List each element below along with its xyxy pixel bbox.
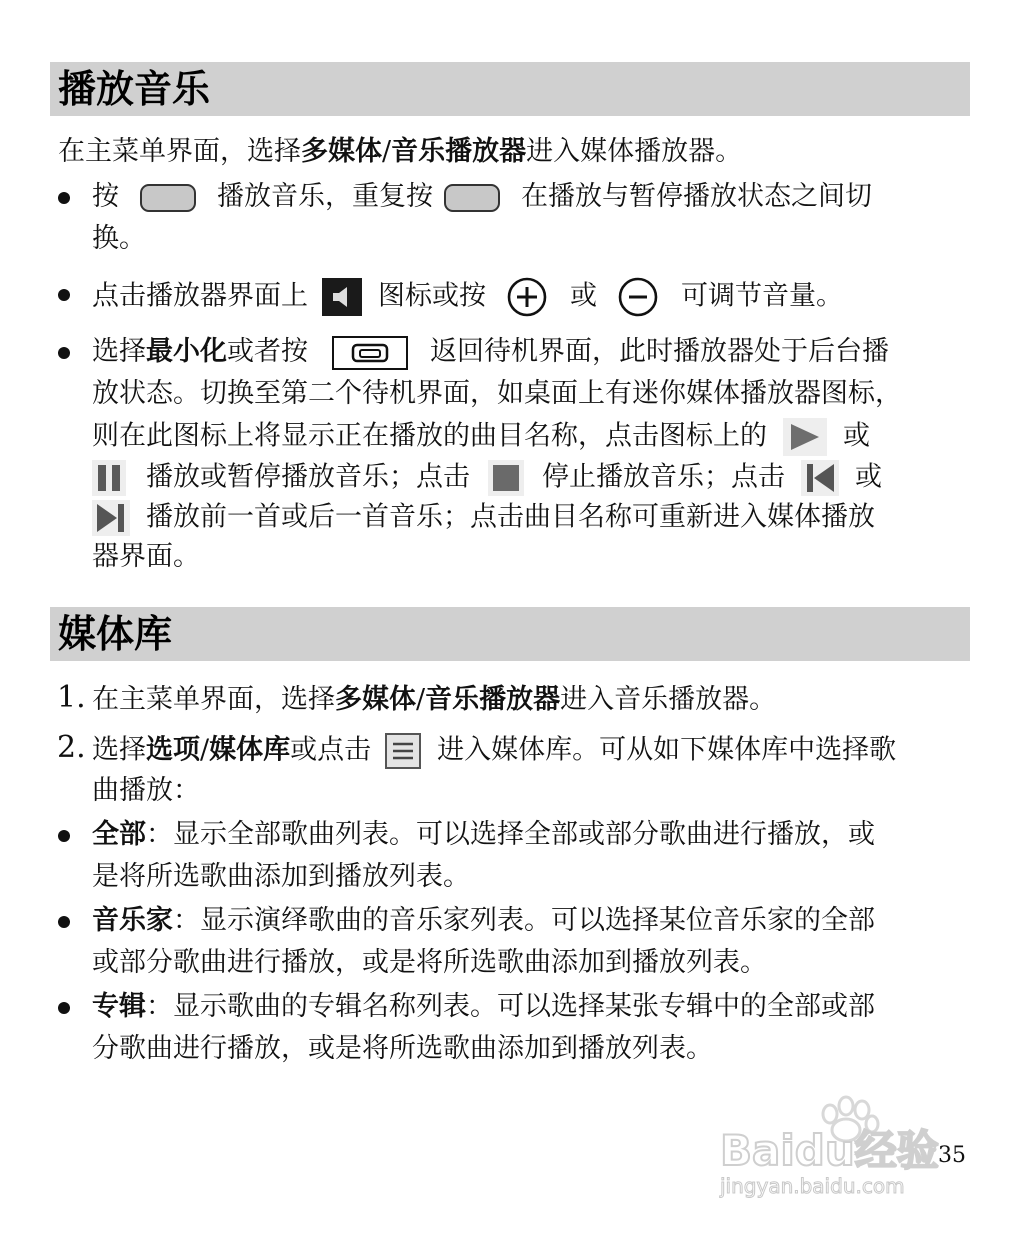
list-item-text: 专辑：显示歌曲的专辑名称列表。可以选择某张专辑中的全部或部 <box>92 991 875 1022</box>
intro-text: 在主菜单界面，选择多媒体/音乐播放器进入媒体播放器。 <box>58 136 743 167</box>
list-item-text: 音乐家：显示演绎歌曲的音乐家列表。可以选择某位音乐家的全部 <box>92 905 875 936</box>
list-item-text: 点击播放器界面上 图标或按 或 可调节音量。 <box>92 277 843 317</box>
end-key-icon <box>332 336 408 370</box>
watermark-url: jingyan.baidu.com <box>720 1174 905 1198</box>
section-header-media-library <box>50 607 970 661</box>
list-item-text: 放状态。切换至第二个待机界面，如桌面上有迷你媒体播放器图标， <box>92 378 902 409</box>
page-number: 35 <box>938 1143 966 1168</box>
bullet <box>58 916 70 928</box>
watermark-logo-text: Baidu经验 <box>720 1126 939 1175</box>
next-track-icon <box>92 500 130 536</box>
stop-icon <box>488 460 524 496</box>
section-title: 播放音乐 <box>58 67 211 111</box>
list-item-text: 按 播放音乐，重复按 在播放与暂停播放状态之间切 <box>92 181 872 212</box>
list-item-text: 曲播放： <box>92 775 200 806</box>
bullet <box>58 347 70 359</box>
list-item-text: 选择最小化或者按 返回待机界面，此时播放器处于后台播 <box>92 335 889 370</box>
play-icon <box>783 418 827 456</box>
list-item-text: 播放前一首或后一首音乐；点击曲目名称可重新进入媒体播放 <box>92 500 875 536</box>
section-header-play-music <box>50 62 970 116</box>
list-item-text: 换。 <box>92 223 146 254</box>
list-item-text: 在主菜单界面，选择多媒体/音乐播放器进入音乐播放器。 <box>92 684 777 715</box>
list-item-text: 全部：显示全部歌曲列表。可以选择全部或部分歌曲进行播放，或 <box>92 819 875 850</box>
previous-track-icon <box>801 460 839 496</box>
list-item-text: 选择选项/媒体库或点击 进入媒体库。可从如下媒体库中选择歌 <box>92 733 896 769</box>
list-item-text: 是将所选歌曲添加到播放列表。 <box>92 861 470 892</box>
bullet <box>58 289 70 301</box>
volume-speaker-icon <box>322 278 362 316</box>
pause-icon <box>92 460 126 496</box>
bullet <box>58 830 70 842</box>
softkey-button-icon <box>139 183 197 213</box>
list-item-text: 分歌曲进行播放，或是将所选歌曲添加到播放列表。 <box>92 1033 713 1064</box>
list-number: 1. <box>57 680 86 715</box>
bullet <box>58 1002 70 1014</box>
bullet <box>58 192 70 204</box>
list-item-text: 器界面。 <box>92 541 200 572</box>
minus-circle-icon <box>615 277 661 317</box>
list-item-text: 或部分歌曲进行播放，或是将所选歌曲添加到播放列表。 <box>92 947 767 978</box>
plus-circle-icon <box>504 277 550 317</box>
list-item-text: 则在此图标上将显示正在播放的曲目名称，点击图标上的 或 <box>92 418 870 456</box>
menu-list-icon <box>385 733 421 769</box>
list-item-text: 播放或暂停播放音乐；点击 停止播放音乐；点击 或 <box>92 460 882 496</box>
softkey-button-icon <box>443 183 501 213</box>
section-title: 媒体库 <box>58 612 173 656</box>
list-number: 2. <box>57 730 86 765</box>
